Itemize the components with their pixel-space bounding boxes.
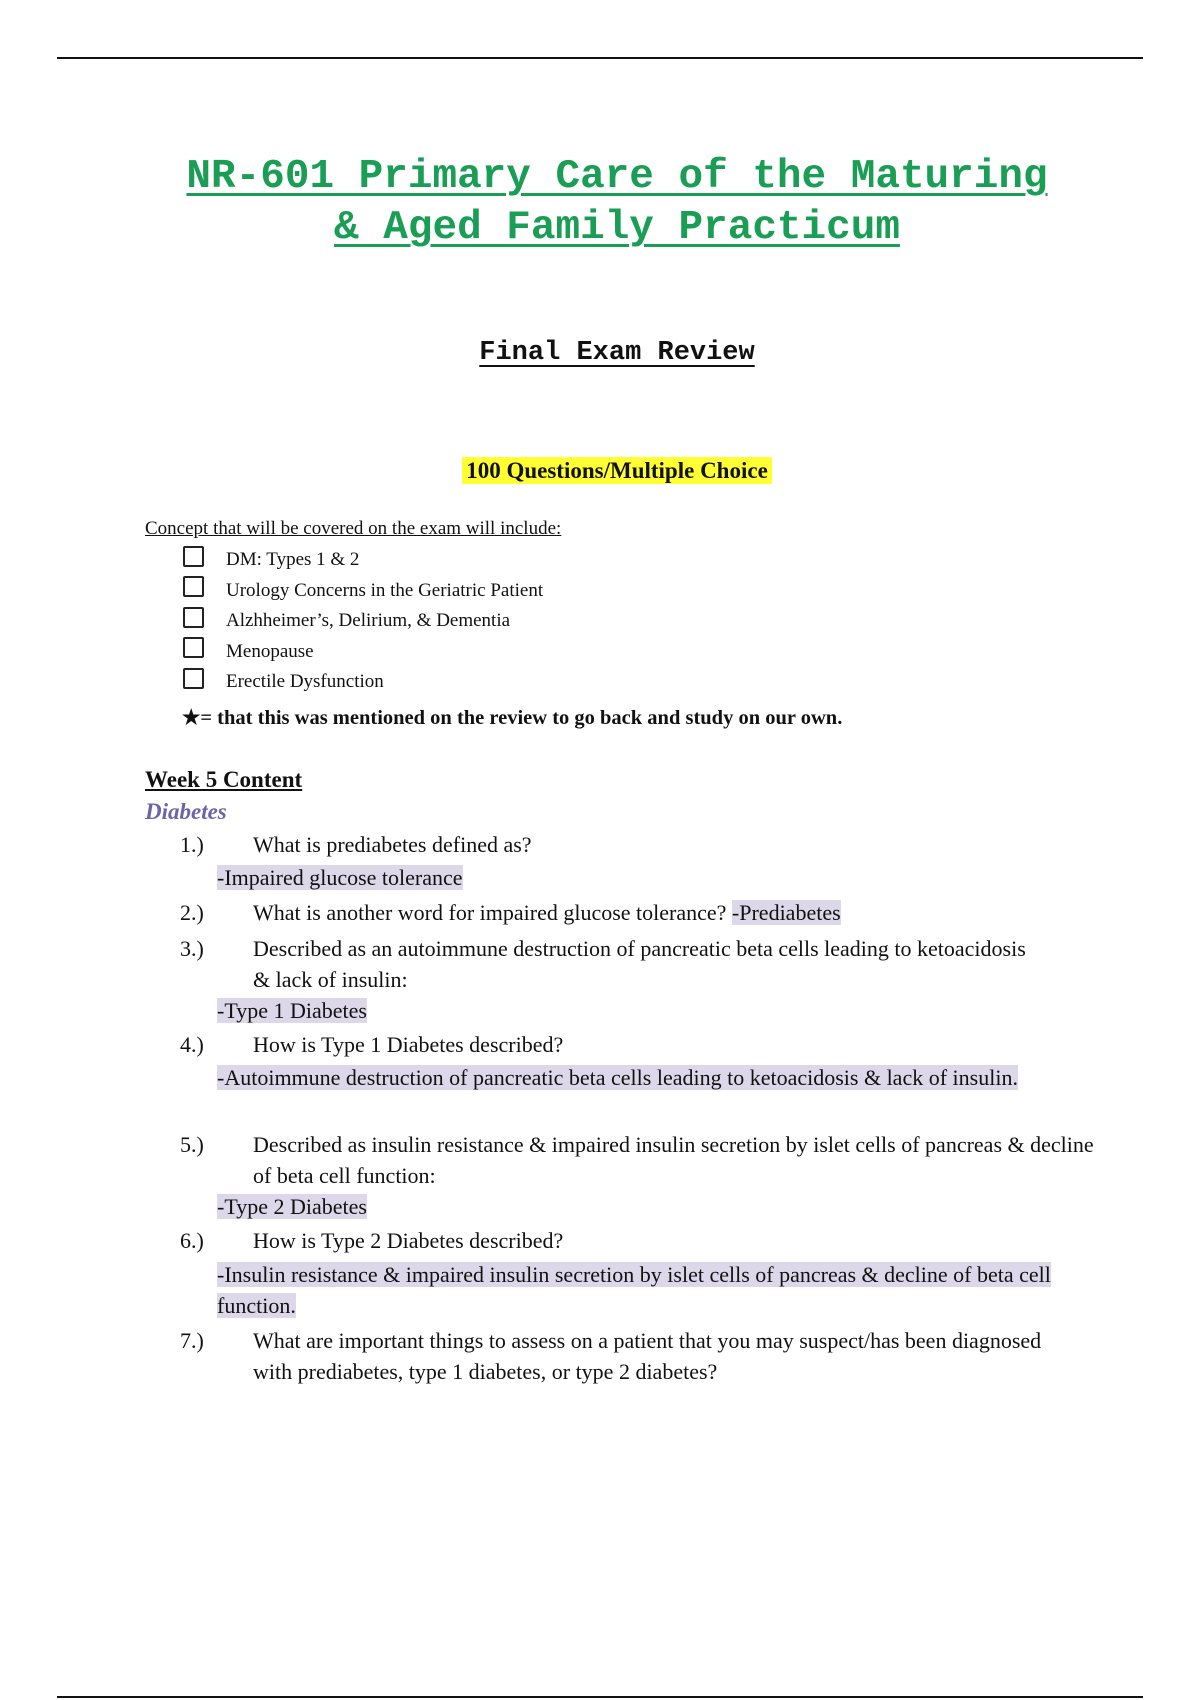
- question-text: What is another word for impaired glucose tolerance? -Prediabetes: [253, 900, 841, 925]
- checklist-item-label: Alzhheimer’s, Delirium, & Dementia: [226, 610, 511, 632]
- top-rule: [57, 57, 1143, 59]
- section-heading: Diabetes: [145, 799, 227, 824]
- document-title: [0, 152, 1200, 254]
- answer-5: [217, 1191, 1037, 1222]
- bottom-rule: [57, 1696, 1143, 1698]
- question-text: How is Type 1 Diabetes described?: [253, 1032, 564, 1057]
- answer-4: [217, 1062, 1032, 1093]
- question-text: What is prediabetes defined as?: [253, 832, 532, 857]
- question-number: 7.): [180, 1328, 204, 1353]
- question-number: 6.): [180, 1228, 204, 1253]
- title-line-1: NR-601 Primary Care of the Maturing: [186, 154, 1048, 200]
- checkbox-icon: [183, 546, 204, 567]
- concepts-intro: Concept that will be covered on the exam will include:: [145, 518, 562, 539]
- checklist-item-label: Urology Concerns in the Geriatric Patient: [226, 579, 544, 601]
- checkbox-icon: [183, 607, 204, 628]
- question-text: Described as an autoimmune destruction of pancreatic beta cells leading to ketoacidosis & lack of insulin:: [253, 936, 1026, 992]
- question-text: How is Type 2 Diabetes described?: [253, 1228, 564, 1253]
- answer-1: [217, 862, 1037, 893]
- answer-text: -Impaired glucose tolerance: [217, 865, 463, 890]
- question-number: 5.): [180, 1132, 204, 1157]
- checklist-item: [183, 545, 543, 576]
- question-text: What are important things to assess on a patient that you may suspect/has been diagnosed with prediabetes, type 1 diabetes, or type 2 diabetes?: [253, 1328, 1042, 1384]
- checkbox-icon: [183, 637, 204, 658]
- answer-text: -Type 1 Diabetes: [217, 998, 367, 1023]
- checklist-item-label: Erectile Dysfunction: [226, 671, 384, 693]
- checkbox-icon: [183, 576, 204, 597]
- checkbox-icon: [183, 668, 204, 689]
- question-number: 4.): [180, 1032, 204, 1057]
- checklist-item: [183, 637, 543, 668]
- question-number: 3.): [180, 936, 204, 961]
- answer-text: -Type 2 Diabetes: [217, 1194, 367, 1219]
- question-number: 1.): [180, 832, 204, 857]
- document-subtitle: [0, 336, 1200, 370]
- checklist-item: [183, 667, 543, 698]
- answer-text: -Prediabetes: [731, 900, 841, 925]
- question-format: [0, 456, 1200, 486]
- answer-text: -Insulin resistance & impaired insulin secretion by islet cells of pancreas & decline of beta cell function.: [217, 1262, 1051, 1318]
- checklist-item: [183, 606, 543, 637]
- question-text: Described as insulin resistance & impaired insulin secretion by islet cells of pancreas & decline of beta cell function:: [253, 1132, 1094, 1188]
- checklist-item-label: DM: Types 1 & 2: [226, 549, 360, 571]
- answer-3: [217, 995, 1037, 1026]
- subtitle-text: Final Exam Review: [479, 338, 755, 368]
- week-heading: Week 5 Content: [145, 767, 303, 792]
- checklist-item: [183, 576, 543, 607]
- concepts-checklist: [183, 545, 543, 698]
- checklist-item-label: Menopause: [226, 640, 314, 662]
- title-line-2: & Aged Family Practicum: [334, 205, 900, 251]
- star-note: ★= that this was mentioned on the review to go back and study on our own.: [182, 707, 843, 729]
- question-number: 2.): [180, 900, 204, 925]
- question-format-text: 100 Questions/Multiple Choice: [462, 457, 772, 484]
- answer-text: -Autoimmune destruction of pancreatic beta cells leading to ketoacidosis & lack of insulin.: [217, 1065, 1018, 1090]
- answer-6: [217, 1259, 1067, 1321]
